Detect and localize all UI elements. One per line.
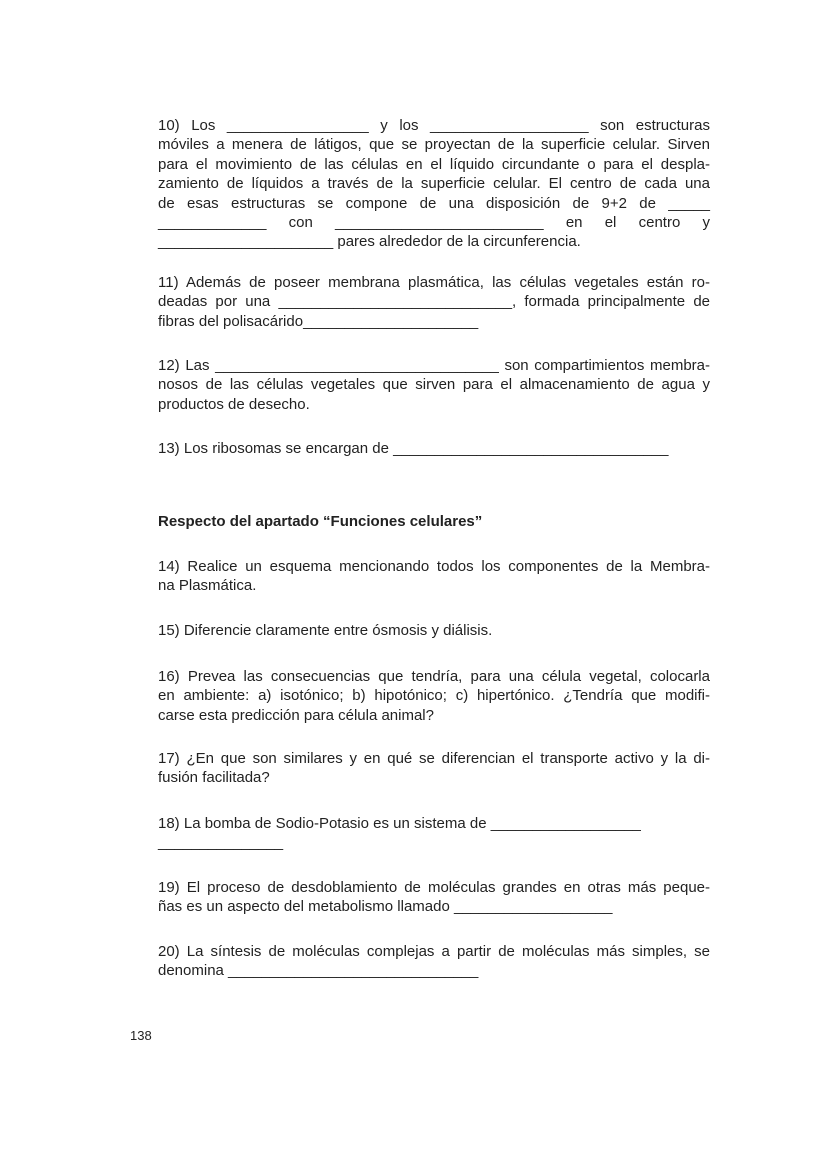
question-13 [158,439,710,458]
question-20 [158,942,710,981]
question-11-line: 11) Además de poseer membrana plasmática, las células vegetales están ro- [158,274,710,291]
question-20-line: 20) La síntesis de moléculas complejas a partir de moléculas más simples, se [158,943,710,960]
question-13-line: 13) Los ribosomas se encargan de _________________________________ [158,440,669,457]
question-16-line: 16) Prevea las consecuencias que tendría, para una célula vegetal, colocarla [158,668,710,685]
question-17 [158,749,710,788]
question-12-line: 12) Las __________________________________ son compartimientos membra- [158,357,710,374]
question-19-line: ñas es un aspecto del metabolismo llamado ___________________ [158,898,613,916]
question-14-line: na Plasmática. [158,577,257,595]
question-19 [158,878,710,917]
question-17-line: fusión facilitada? [158,769,270,787]
question-11-line: deadas por una ____________________________, formada principalmente de [158,293,710,311]
question-11 [158,273,710,331]
question-15-line: 15) Diferencie claramente entre ósmosis y diálisis. [158,622,493,639]
section-heading: Respecto del apartado “Funciones celulares” [158,513,483,530]
question-10-line: zamiento de líquidos a través de la superficie celular. El centro de cada una [158,175,710,193]
question-11-line: fibras del polisacárido_____________________ [158,312,479,330]
question-15 [158,621,710,640]
question-10-line: _____________ con _________________________ en el centro y [158,214,710,232]
question-10-line: de esas estructuras se compone de una disposición de 9+2 de _____ [158,194,710,212]
question-10-line: 10) Los _________________ y los ___________________ son estructuras [158,117,710,134]
question-17-line: 17) ¿En que son similares y en qué se diferencian el transporte activo y la di- [158,750,710,767]
question-18 [158,814,710,853]
question-14 [158,557,710,596]
question-18-line: 18) La bomba de Sodio-Potasio es un sistema de __________________ [158,815,641,832]
question-10-line: _____________________ pares alrededor de la circunferencia. [158,233,581,251]
question-14-line: 14) Realice un esquema mencionando todos los componentes de la Membra- [158,558,710,575]
question-16 [158,667,710,725]
question-12-line: nosos de las células vegetales que sirven para el almacenamiento de agua y [158,376,710,394]
question-18-line: _______________ [158,834,284,852]
question-10-line: móviles a menera de látigos, que se proyectan de la superficie celular. Sirven [158,136,710,154]
question-19-line: 19) El proceso de desdoblamiento de moléculas grandes en otras más peque- [158,879,710,896]
question-12-line: productos de desecho. [158,395,310,413]
question-16-line: en ambiente: a) isotónico; b) hipotónico; c) hipertónico. ¿Tendría que modifi- [158,687,710,705]
question-16-line: carse esta predicción para célula animal? [158,706,434,724]
question-10-line: para el movimiento de las células en el líquido circundante o para el despla- [158,155,710,173]
page-number: 138 [130,1028,152,1043]
question-20-line: denomina ______________________________ [158,962,479,980]
question-10 [158,116,710,252]
question-12 [158,356,710,414]
